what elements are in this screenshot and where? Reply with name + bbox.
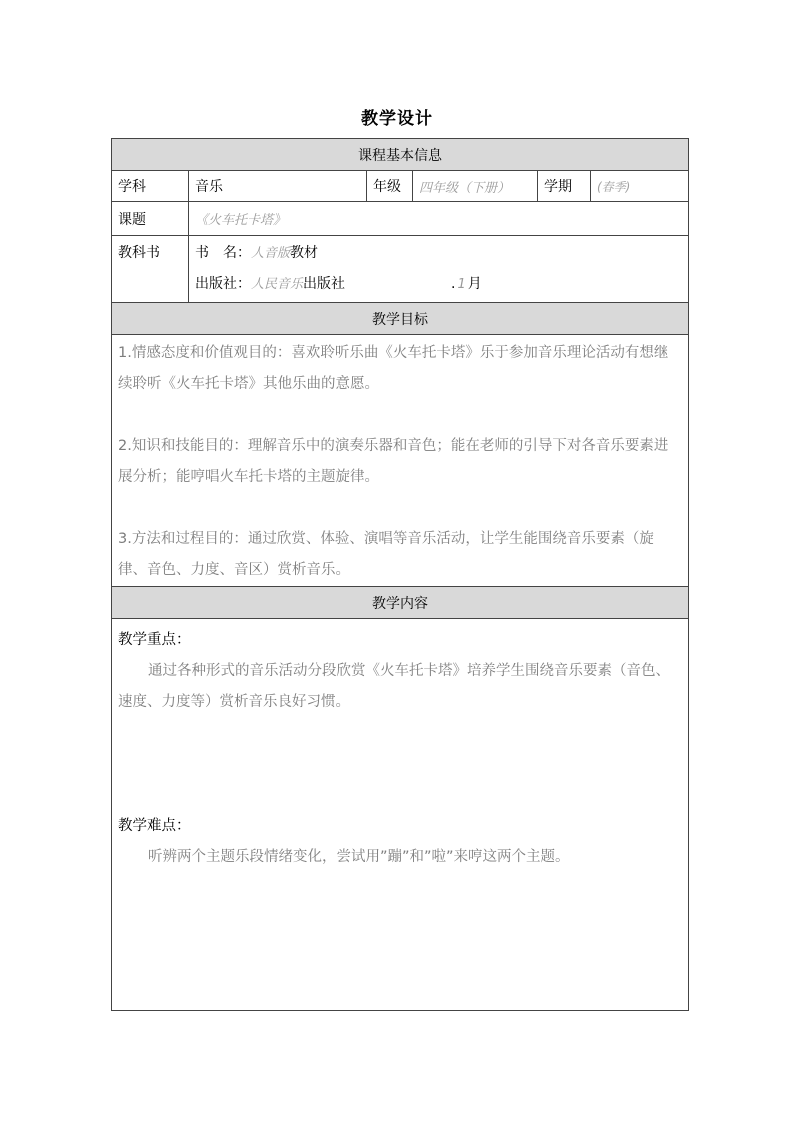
book-name-label: 书 名：: [195, 245, 251, 261]
objectives-header-row: [112, 303, 689, 335]
date-number: 1: [457, 277, 466, 292]
basic-info-header: 课程基本信息: [112, 139, 689, 171]
key-points-text: 通过各种形式的音乐活动分段欣赏《火车托卡塔》培养学生围绕音乐要素（音色、速度、力度等）赏析音乐良好习惯。: [118, 663, 670, 710]
basic-info-header-row: [112, 139, 689, 171]
document-title: 教学设计: [361, 109, 433, 129]
objective-3: 3.方法和过程目的：通过欣赏、体验、演唱等音乐活动，让学生能围绕音乐要素（旋律、音色、力度、音区）赏析音乐。: [118, 531, 654, 578]
lesson-plan-table: [111, 138, 689, 1011]
content-header-row: [112, 587, 689, 619]
term-label: 学期: [538, 171, 591, 202]
book-name-value: 人音版: [251, 246, 291, 261]
content-row: [112, 619, 689, 1011]
objectives-header: 教学目标: [112, 303, 689, 335]
publisher-label: 出版社：: [195, 276, 251, 292]
objectives-cell: [112, 335, 689, 587]
date-suffix: 月: [467, 276, 482, 292]
textbook-label: 教科书: [112, 236, 189, 303]
topic-row: [112, 202, 689, 236]
content-cell: [112, 619, 689, 1011]
key-points-label: 教学重点：: [118, 632, 191, 648]
book-name-line: [195, 238, 682, 269]
publisher-value: 人民音乐: [251, 277, 304, 292]
subject-row: [112, 171, 689, 202]
difficulty-label: 教学难点：: [118, 818, 191, 834]
topic-label: 课题: [112, 202, 189, 236]
textbook-info: [189, 236, 689, 303]
subject-label: 学科: [112, 171, 189, 202]
grade-label: 年级: [367, 171, 413, 202]
difficulty-text: 听辨两个主题乐段情绪变化，尝试用”蹦”和”啦”来哼这两个主题。: [148, 849, 570, 865]
date-dot: .: [451, 276, 456, 292]
objectives-row: [112, 335, 689, 587]
topic-value: 《火车托卡塔》: [189, 202, 689, 236]
objective-1: 1.情感态度和价值观目的：喜欢聆听乐曲《火车托卡塔》乐于参加音乐理论活动有想继续聆听《火车托卡塔》其他乐曲的意愿。: [118, 345, 669, 392]
subject-value: 音乐: [189, 171, 367, 202]
publisher-line: [195, 269, 682, 300]
objective-2: 2.知识和技能目的：理解音乐中的演奏乐器和音色；能在老师的引导下对各音乐要素进展分析；能哼唱火车托卡塔的主题旋律。: [118, 438, 669, 485]
textbook-row: [112, 236, 689, 303]
publisher-suffix: 出版社: [303, 276, 346, 292]
grade-value: 四年级（下册）: [413, 171, 538, 202]
book-name-suffix: 教材: [290, 245, 319, 261]
term-value: (春季): [591, 171, 689, 202]
content-header: 教学内容: [112, 587, 689, 619]
